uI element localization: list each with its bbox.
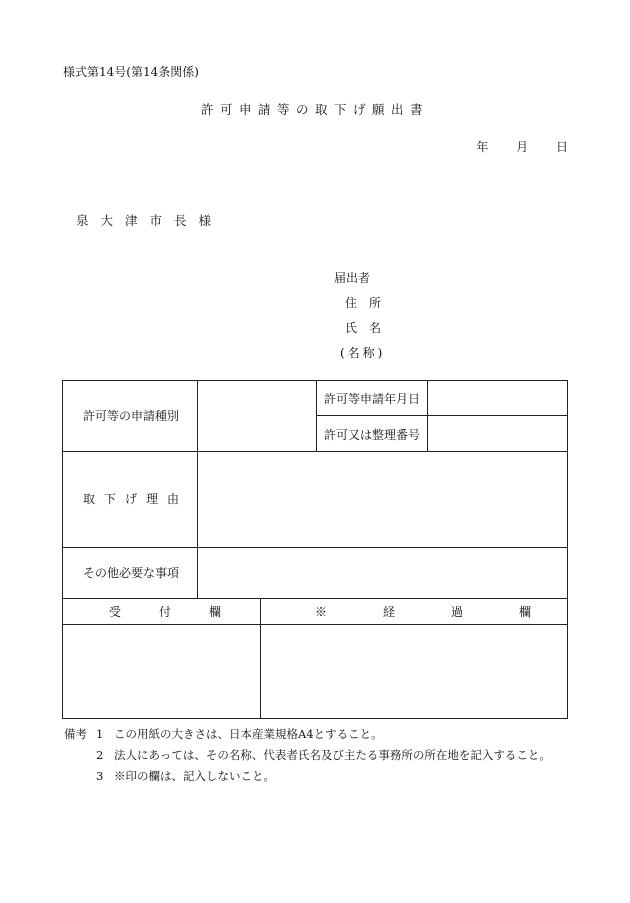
form-number: 様式第14号(第14条関係) <box>63 65 199 79</box>
application-table <box>62 380 588 719</box>
reception-field <box>63 625 260 719</box>
table-divider <box>316 381 317 451</box>
application-type-label: 許可等の申請種別 <box>83 409 180 423</box>
applicant-address-label: 住所 <box>345 296 394 310</box>
note-item <box>64 745 551 766</box>
progress-column-label: ※経過欄 <box>315 605 588 619</box>
application-date-label: 許可等申請年月日 <box>324 392 421 406</box>
progress-field <box>261 625 568 719</box>
other-matters-label: その他必要な事項 <box>83 566 180 580</box>
note-item <box>64 724 551 745</box>
notes-heading: 備考 <box>64 727 87 741</box>
permit-number-label: 許可又は整理番号 <box>324 428 421 442</box>
application-type-field[interactable] <box>198 381 316 451</box>
table-divider <box>63 598 568 599</box>
withdrawal-reason-label: 取下げ理由 <box>83 492 189 506</box>
withdrawal-reason-field[interactable] <box>198 452 568 547</box>
document-title: 許可申請等の取下げ願出書 <box>200 102 429 117</box>
note-number: 1 <box>96 727 104 741</box>
date-day-label: 日 <box>555 140 568 154</box>
note-text: 法人にあっては、その名称、代表者氏名及び主たる事務所の所在地を記入すること。 <box>114 748 551 762</box>
note-number: 2 <box>96 748 104 762</box>
applicant-corp-name-label: (名称) <box>340 346 386 360</box>
note-text: この用紙の大きさは、日本産業規格A4とすること。 <box>114 727 383 741</box>
reception-column-label: 受付欄 <box>109 605 260 619</box>
notes <box>64 724 551 787</box>
other-matters-field[interactable] <box>198 548 568 598</box>
date-year-label: 年 <box>476 140 489 154</box>
note-item <box>64 766 551 787</box>
addressee: 泉大津市長様 <box>76 213 224 228</box>
permit-number-field[interactable] <box>428 416 568 451</box>
note-text: ※印の欄は、記入しないこと。 <box>114 769 275 783</box>
date-line <box>476 141 568 153</box>
note-number: 3 <box>96 769 104 783</box>
application-date-field[interactable] <box>428 381 568 415</box>
date-month-label: 月 <box>516 140 529 154</box>
applicant-heading: 届出者 <box>334 271 371 285</box>
applicant-name-label: 氏名 <box>345 321 394 335</box>
